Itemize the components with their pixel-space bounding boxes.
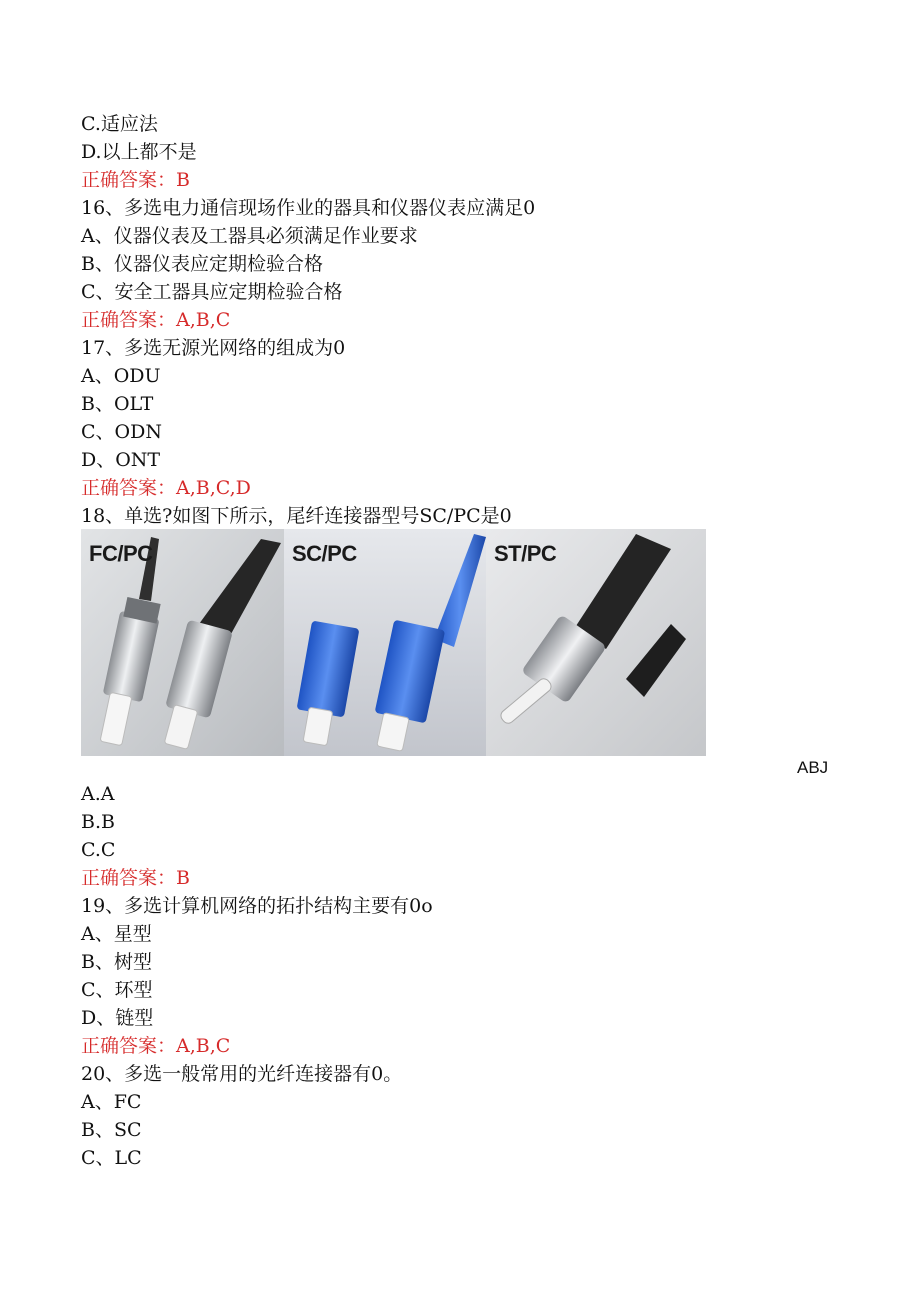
- sc-pc-panel: [284, 529, 486, 756]
- option-line: B、SC: [81, 1119, 142, 1141]
- fc-pc-label: FC/PC: [89, 541, 153, 566]
- question-17: 17、多选无源光网络的组成为0: [81, 337, 346, 359]
- question-18: 18、单选?如图下所示，尾纤连接器型号SC/PC是0: [81, 505, 512, 527]
- option-line: B、OLT: [81, 393, 154, 415]
- option-line: B.B: [81, 811, 115, 833]
- option-line: B、树型: [81, 951, 152, 973]
- option-line: A、星型: [81, 923, 152, 945]
- option-line: C.适应法: [81, 113, 158, 135]
- option-line: C、环型: [81, 979, 153, 1001]
- correct-answer: 正确答案：B: [81, 169, 190, 191]
- correct-answer: 正确答案：A,B,C,D: [81, 477, 251, 499]
- option-line: D、ONT: [81, 449, 161, 471]
- option-line: C.C: [81, 839, 116, 861]
- option-line: A、ODU: [81, 365, 161, 387]
- question-19: 19、多选计算机网络的拓扑结构主要有0o: [81, 895, 433, 917]
- question-20: 20、多选一般常用的光纤连接器有0。: [81, 1063, 403, 1085]
- sc-pc-label: SC/PC: [292, 541, 357, 566]
- option-line: B、仪器仪表应定期检验合格: [81, 253, 323, 275]
- option-line: A、FC: [81, 1091, 142, 1113]
- correct-answer: 正确答案：A,B,C: [81, 1035, 231, 1057]
- option-line: D.以上都不是: [81, 141, 197, 163]
- st-pc-label: ST/PC: [494, 541, 557, 566]
- correct-answer: 正确答案：A,B,C: [81, 309, 231, 331]
- option-line: A、仪器仪表及工器具必须满足作业要求: [81, 225, 418, 247]
- option-line: A.A: [81, 783, 115, 805]
- fc-pc-panel: [81, 529, 284, 756]
- option-line: C、ODN: [81, 421, 162, 443]
- option-line: C、LC: [81, 1147, 142, 1169]
- st-pc-panel: [486, 529, 706, 756]
- connector-figure: [81, 529, 706, 756]
- correct-answer: 正确答案：B: [81, 867, 190, 889]
- option-line: C、安全工器具应定期检验合格: [81, 281, 343, 303]
- figure-caption: ABJ: [797, 758, 829, 777]
- option-line: D、链型: [81, 1007, 154, 1029]
- question-16: 16、多选电力通信现场作业的器具和仪器仪表应满足0: [81, 197, 536, 219]
